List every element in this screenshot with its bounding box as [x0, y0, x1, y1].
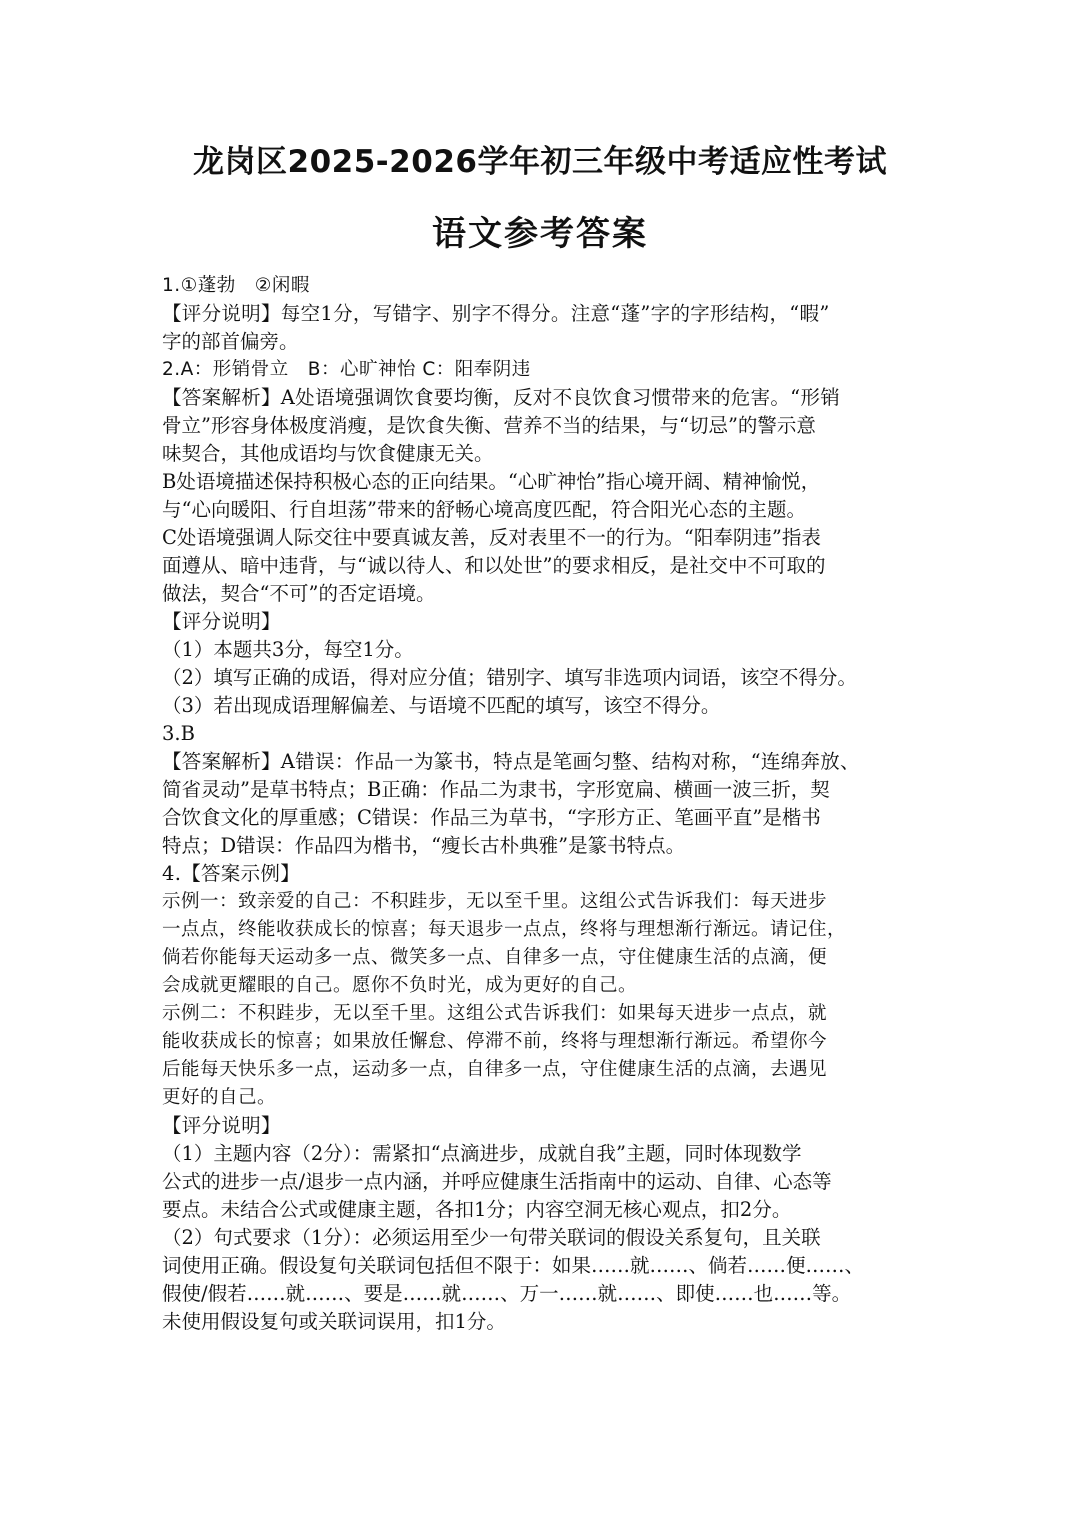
answer-line: 公式的进步一点/退步一点内涵，并呼应健康生活指南中的运动、自律、心态等 — [162, 1170, 832, 1193]
answer-line: 能收获成长的惊喜；如果放任懈怠、停滞不前，终将与理想渐行渐远。希望你今 — [162, 1031, 828, 1052]
answer-line: 与“心向暖阳、行自坦荡”带来的舒畅心境高度匹配，符合阳光心态的主题。 — [162, 498, 806, 521]
answer-line: 【评分说明】 — [162, 610, 281, 633]
answer-line: 【评分说明】 — [162, 1114, 281, 1137]
answer-line: （1）本题共3分，每空1分。 — [162, 638, 414, 661]
answer-line: 示例二：不积跬步，无以至千里。这组公式告诉我们：如果每天进步一点点，就 — [162, 1003, 828, 1024]
answer-line: 未使用假设复句或关联词误用，扣1分。 — [162, 1310, 506, 1333]
answer-line: 3.B — [162, 722, 195, 745]
answer-line: 【答案解析】A错误：作品一为篆书，特点是笔画匀整、结构对称，“连绵奔放、 — [162, 750, 860, 773]
answer-line: 会成就更耀眼的自己。愿你不负时光，成为更好的自己。 — [162, 975, 638, 996]
answer-line: （2）填写正确的成语，得对应分值；错别字、填写非选项内词语，该空不得分。 — [162, 666, 857, 689]
answer-line: 2.A：形销骨立 B：心旷神怡 C：阳奉阴违 — [162, 359, 531, 380]
answer-line: 4.【答案示例】 — [162, 862, 301, 885]
answer-line: 1.①蓬勃 ②闲暇 — [162, 275, 310, 296]
answer-line: 更好的自己。 — [162, 1087, 277, 1108]
answer-line: 一点点，终能收获成长的惊喜；每天退步一点点，终将与理想渐行渐远。请记住， — [162, 919, 847, 940]
answer-line: 骨立”形容身体极度消瘦，是饮食失衡、营养不当的结果，与“切忌”的警示意 — [162, 414, 816, 437]
answer-line: 简省灵动”是草书特点；B正确：作品二为隶书，字形宽扁、横画一波三折，契 — [162, 778, 830, 801]
answer-line: 【评分说明】每空1分，写错字、别字不得分。注意“蓬”字的字形结构，“暇” — [162, 302, 830, 325]
answer-line: 做法，契合“不可”的否定语境。 — [162, 582, 436, 605]
answer-line: 【答案解析】A处语境强调饮食要均衡，反对不良饮食习惯带来的危害。“形销 — [162, 386, 841, 409]
answer-line: 倘若你能每天运动多一点、微笑多一点、自律多一点，守住健康生活的点滴，便 — [162, 947, 828, 968]
answer-line: C处语境强调人际交往中要真诚友善，反对表里不一的行为。“阳奉阴违”指表 — [162, 526, 821, 549]
answer-line: 面遵从、暗中违背，与“诚以待人、和以处世”的要求相反，是社交中不可取的 — [162, 554, 826, 577]
answer-line: 假使/假若……就……、要是……就……、万一……就……、即使……也……等。 — [162, 1282, 852, 1305]
answer-line: 合饮食文化的厚重感；C错误：作品三为草书，“字形方正、笔画平直”是楷书 — [162, 806, 821, 829]
answer-line: 词使用正确。假设复句关联词包括但不限于：如果……就……、倘若……便……、 — [162, 1254, 865, 1277]
answer-line: 要点。未结合公式或健康主题，各扣1分；内容空洞无核心观点，扣2分。 — [162, 1198, 792, 1221]
answer-line: 示例一：致亲爱的自己：不积跬步，无以至千里。这组公式告诉我们：每天进步 — [162, 891, 828, 912]
answer-line: （3）若出现成语理解偏差、与语境不匹配的填写，该空不得分。 — [162, 694, 721, 717]
answer-line: （2）句式要求（1分）：必须运用至少一句带关联词的假设关系复句，且关联 — [162, 1226, 821, 1249]
answer-content — [162, 272, 922, 1336]
answer-key-title: 语文参考答案 — [432, 214, 648, 254]
answer-line: 后能每天快乐多一点，运动多一点，自律多一点，守住健康生活的点滴，去遇见 — [162, 1059, 828, 1080]
answer-line: 特点；D错误：作品四为楷书，“瘦长古朴典雅”是篆书特点。 — [162, 834, 686, 857]
answer-line: B处语境描述保持积极心态的正向结果。“心旷神怡”指心境开阔、精神愉悦， — [162, 470, 821, 493]
answer-line: 字的部首偏旁。 — [162, 330, 299, 353]
answer-line: （1）主题内容（2分）：需紧扣“点滴进步，成就自我”主题，同时体现数学 — [162, 1142, 802, 1165]
exam-title: 龙岗区2025-2026学年初三年级中考适应性考试 — [193, 144, 887, 180]
answer-line: 味契合，其他成语均与饮食健康无关。 — [162, 442, 494, 465]
